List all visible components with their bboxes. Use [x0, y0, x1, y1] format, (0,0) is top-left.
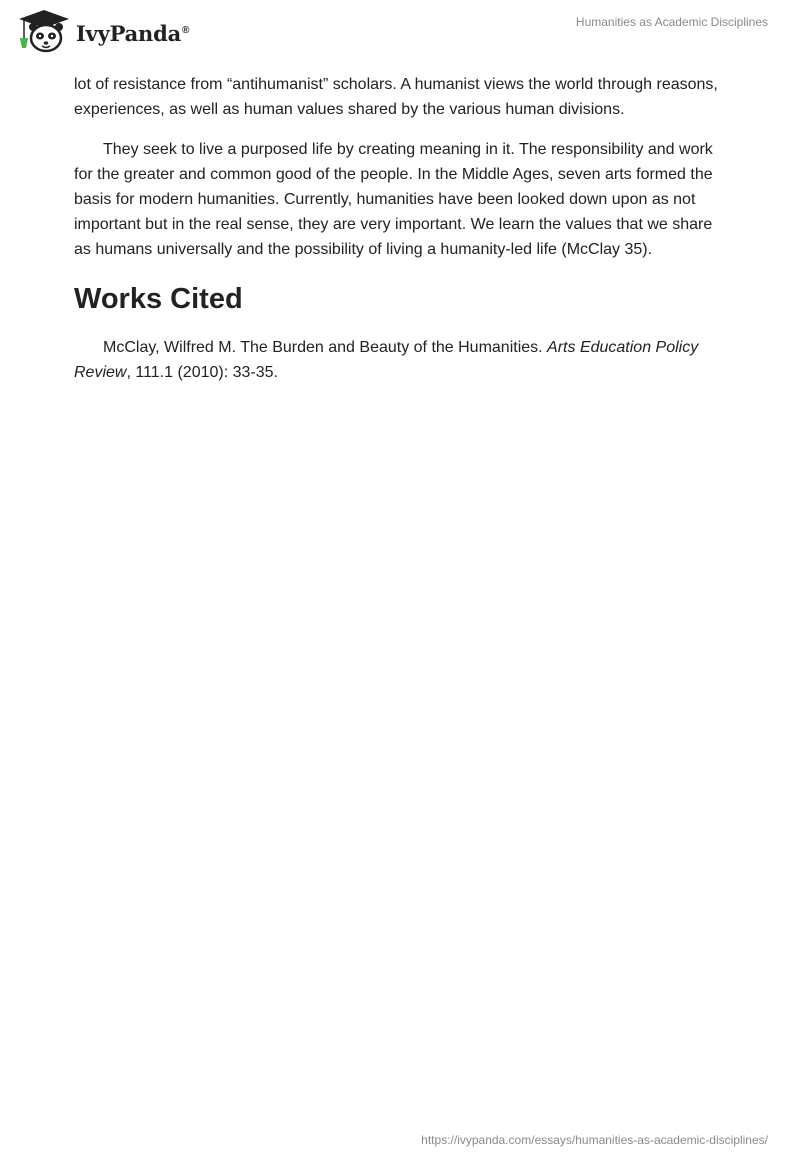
- paragraph: They seek to live a purposed life by creating meaning in it. The responsibility and work for the greater and common good of the people. In the Middle Ages, seven arts formed the basis for modern humanities. Currently, humanities have been looked down upon as not important but in the real sense, they are very important. We learn the values that we share as humans universally and the possibility of living a humanity-led life (McClay 35).: [74, 141, 713, 258]
- citation-entry: [74, 335, 726, 385]
- document-title: Humanities as Academic Disciplines: [575, 15, 768, 29]
- citation-suffix: , 111.1 (2010): 33-35.: [126, 364, 278, 381]
- citation-journal: Arts Education Policy Review: [74, 339, 699, 381]
- essay-body: [74, 72, 726, 400]
- brand-name: [76, 21, 189, 46]
- brand-logo[interactable]: [14, 8, 189, 54]
- citation-prefix: McClay, Wilfred M. The Burden and Beauty of the Humanities.: [103, 339, 548, 356]
- works-cited-heading: Works Cited: [74, 283, 243, 315]
- page-header: [0, 0, 800, 60]
- registered-mark: ®: [182, 24, 190, 36]
- brand-name-text: IvyPanda: [76, 20, 182, 46]
- panda-graduation-cap-icon: [14, 8, 74, 54]
- paragraph-continued: lot of resistance from “antihumanist” scholars. A humanist views the world through reasons, experiences, as well as human values shared by the various human divisions.: [74, 76, 718, 118]
- source-url[interactable]: https://ivypanda.com/essays/humanities-as-academic-disciplines/: [421, 1133, 768, 1147]
